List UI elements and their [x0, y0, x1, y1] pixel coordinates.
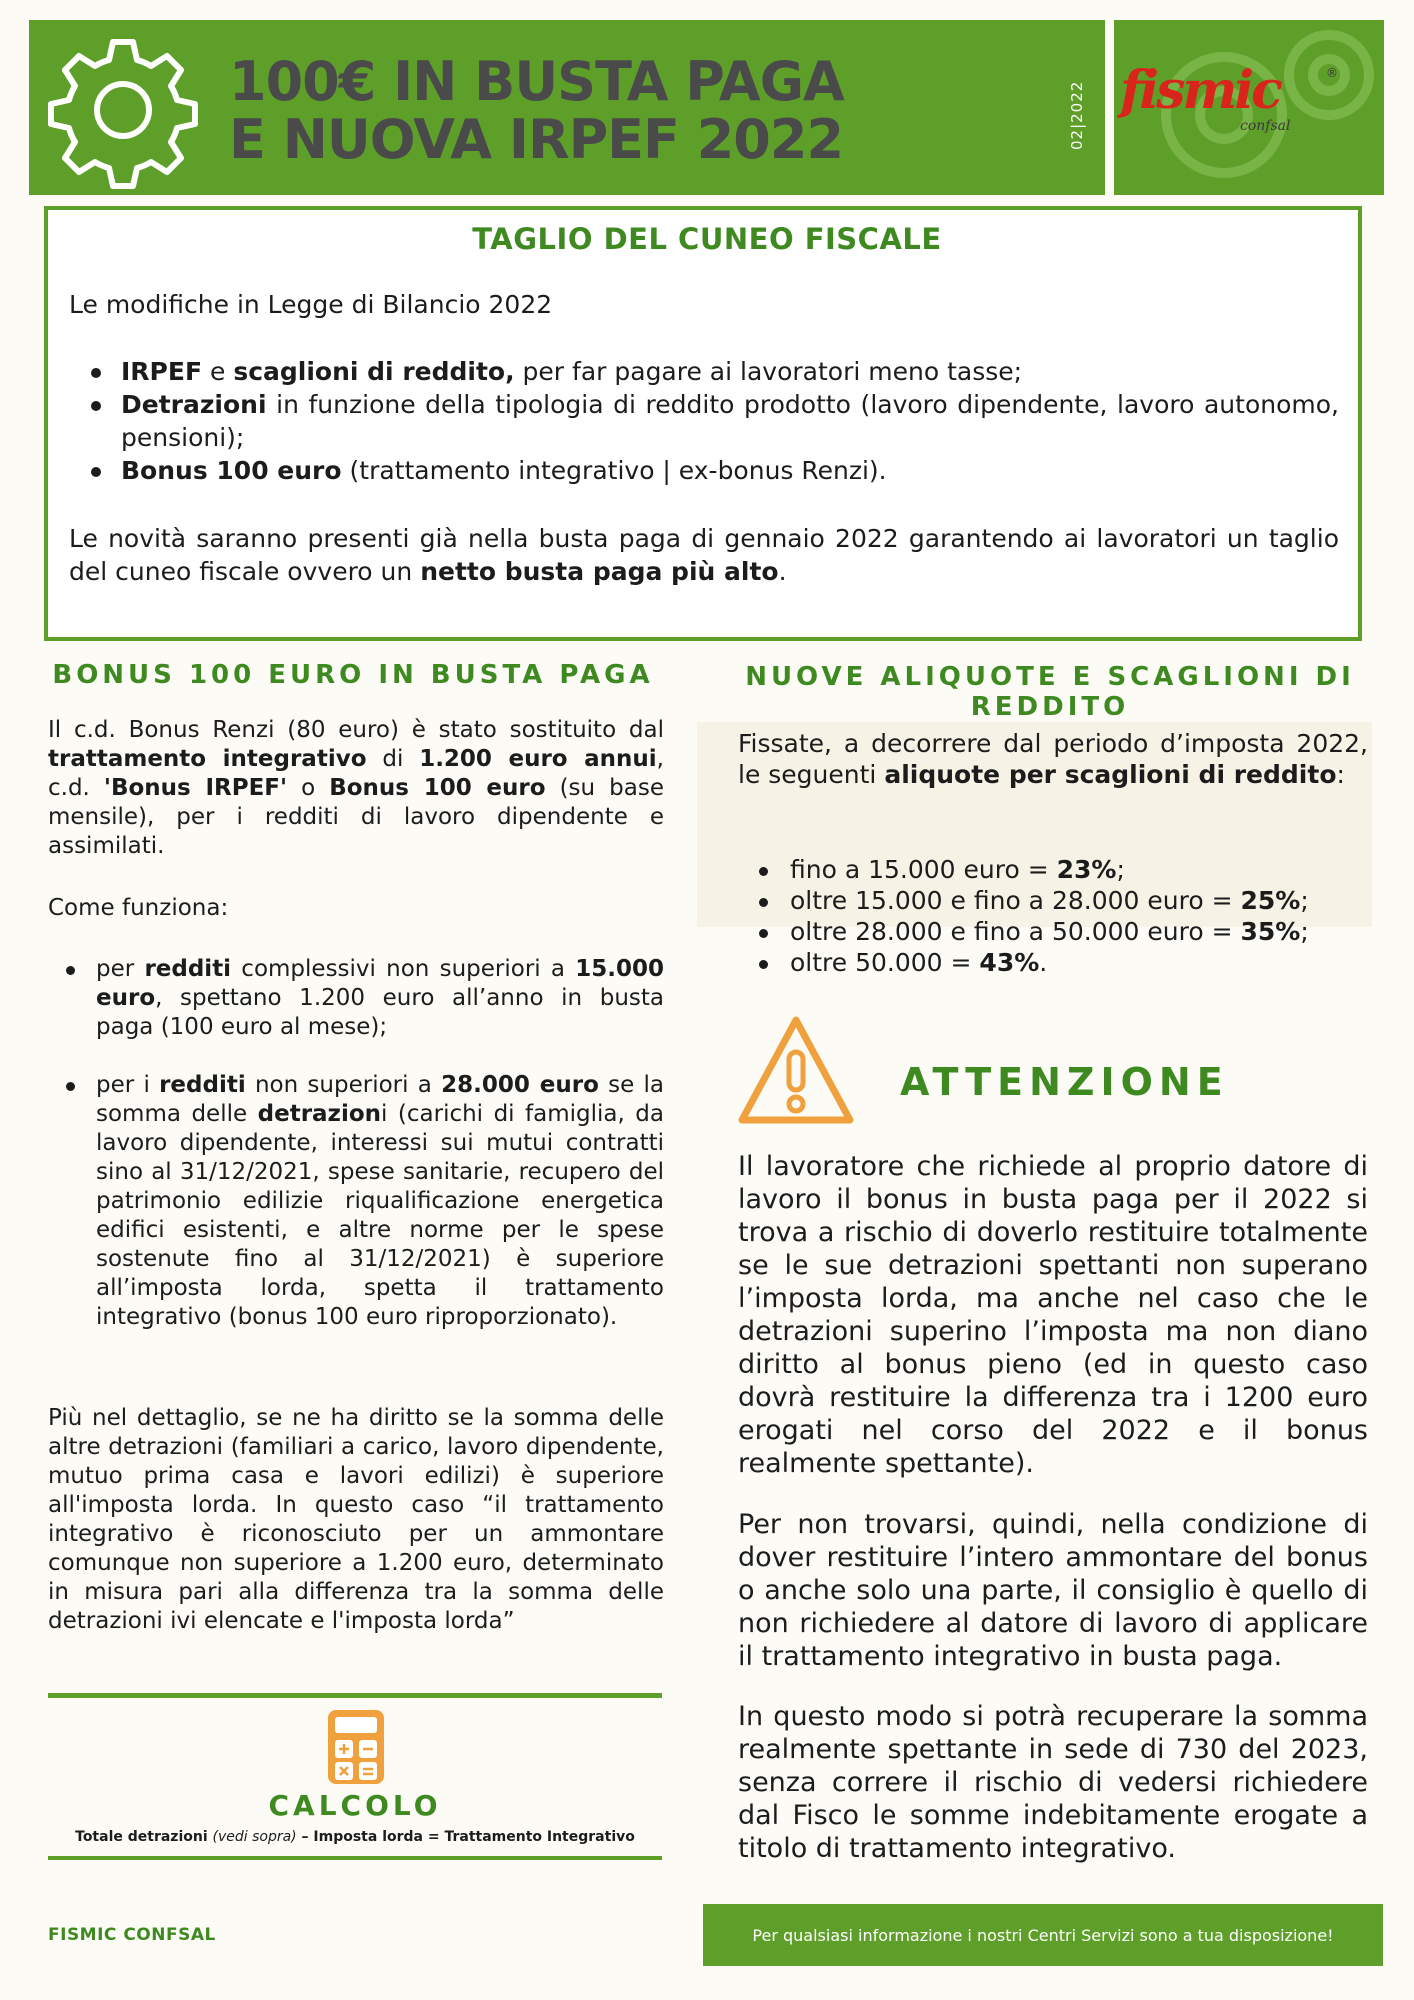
list-item-bold: scaglioni di reddito,: [233, 357, 515, 386]
bracket-rate: 25%: [1240, 886, 1301, 915]
intro-list: [69, 355, 1339, 487]
bracket-rate: 35%: [1240, 917, 1301, 946]
text: i (carichi di famiglia, da lavoro dipendente, interessi sui mutui contratti sino al 31/12/2021, spese sanitarie, recupero del patrimonio edilizie riqualificazione energetica edifici esistenti, e altre norme per le spese sostenute fino al 31/12/2021) è superiore all’imposta lorda, spetta il trattamento integrativo (bonus 100 euro riproporzionato).: [96, 1101, 665, 1330]
text: :: [1336, 760, 1345, 789]
text: , spettano 1.200 euro all’anno in busta paga (100 euro al mese);: [96, 985, 664, 1040]
text: ;: [1300, 917, 1309, 946]
bracket-text: oltre 50.000 =: [790, 948, 980, 977]
list-item: [69, 388, 1339, 454]
gear-icon: [43, 30, 203, 190]
intro-title: TAGLIO DEL CUNEO FISCALE: [472, 222, 942, 256]
text: – Imposta lorda = Trattamento Integrativo: [296, 1829, 635, 1845]
text: Totale detrazioni: [75, 1829, 213, 1845]
intro-outro-end: .: [778, 557, 787, 586]
text: non superiori a: [245, 1072, 442, 1098]
fismic-logo: fismic: [1120, 60, 1280, 121]
bonus-paragraph: [48, 716, 664, 861]
intro-outro: [69, 522, 1339, 588]
how-it-works-label: Come funziona:: [48, 895, 229, 921]
detail-paragraph: Più nel dettaglio, se ne ha diritto se la somma delle altre detrazioni (familiari a carico, lavoro dipendente, mutuo prima casa e lavori edilizi) è superiore all'imposta lorda. In questo caso “il trattamento integrativo è riconosciuto per un ammontare comunque non superiore a 1.200 euro, determinato in misura pari alla differenza tra la somma delle detrazioni ivi elencate e l'imposta lorda”: [48, 1405, 664, 1634]
calc-formula: [48, 1829, 662, 1845]
intro-outro-bold: netto busta paga più alto: [420, 557, 779, 586]
list-item: [738, 885, 1368, 916]
bonus-conditions-list: [48, 955, 664, 1361]
registered-mark: ®: [1326, 66, 1338, 80]
page-title-line2: E NUOVA IRPEF 2022: [229, 108, 844, 171]
text-bold: 1.200 euro annui: [419, 746, 657, 772]
text: .: [1039, 948, 1048, 977]
intro-outro-text: Le novità saranno presenti già nella busta paga di gennaio 2022 garantendo ai lavoratori un taglio del cuneo fiscale ovvero un: [69, 524, 1339, 586]
text: per: [96, 956, 145, 982]
text: Il c.d. Bonus Renzi (80 euro) è stato sostituito dal: [48, 717, 664, 743]
logo-subtitle: confsal: [1240, 118, 1291, 134]
text-bold: trattamento integrativo: [48, 746, 367, 772]
text: complessivi non superiori a: [231, 956, 576, 982]
list-item: [69, 454, 1339, 487]
advice-paragraph: Per non trovarsi, quindi, nella condizione di dover restituire l’intero ammontare del bonus o anche solo una parte, il consiglio è quello di non richiedere al datore di lavoro di applicare il trattamento integrativo in busta paga.: [738, 1509, 1368, 1672]
text: , c.d.: [48, 746, 664, 801]
warning-paragraph: Il lavoratore che richiede al proprio datore di lavoro il bonus in busta paga per il 2022 si trova a rischio di doverlo restituire totalmente se le sue detrazioni spettanti non superano l’imposta lorda, ma anche nel caso che le detrazioni superino l’imposta ma non diano diritto al bonus pieno (ed in questo caso dovrà restituire la differenza tra i 1200 euro erogati nel corso del 2022 e il bonus realmente spettante).: [738, 1151, 1368, 1479]
footer-note: Per qualsiasi informazione i nostri Centri Servizi sono a tua disposizione!: [752, 1925, 1334, 1945]
list-item: [738, 947, 1368, 978]
text-bold: detrazion: [257, 1101, 382, 1127]
text-italic: (vedi sopra): [212, 1829, 297, 1845]
text: Fissate, a decorrere dal periodo d’imposta 2022, le seguenti: [738, 729, 1368, 789]
list-item: [48, 955, 664, 1042]
bracket-text: fino a 15.000 euro =: [790, 855, 1057, 884]
list-item: [738, 916, 1368, 947]
warning-icon: [736, 1012, 856, 1132]
text-bold: aliquote per scaglioni di reddito: [884, 760, 1337, 789]
text: di: [366, 746, 420, 772]
text-bold: 'Bonus IRPEF': [103, 775, 288, 801]
warning-title: ATTENZIONE: [900, 1060, 1229, 1104]
list-item-text: per far pagare ai lavoratori meno tasse;: [514, 357, 1023, 386]
calc-title: CALCOLO: [268, 1789, 442, 1822]
text: per i: [96, 1072, 160, 1098]
intro-lead: Le modifiche in Legge di Bilancio 2022: [69, 290, 553, 319]
issue-date: 02|2022: [1068, 80, 1086, 150]
bracket-text: oltre 28.000 e fino a 50.000 euro =: [790, 917, 1241, 946]
bracket-text: oltre 15.000 e fino a 28.000 euro =: [790, 886, 1241, 915]
recovery-paragraph: In questo modo si potrà recuperare la somma realmente spettante in sede di 730 del 2023, senza correre il rischio di vedersi richiedere dal Fisco le somme indebitamente erogate a titolo di trattamento integrativo.: [738, 1701, 1368, 1864]
text-bold: Bonus 100 euro: [329, 775, 546, 801]
list-item-bold: Detrazioni: [121, 390, 267, 419]
text: o: [287, 775, 330, 801]
divider: [48, 1856, 662, 1860]
list-item-text: e: [202, 357, 234, 386]
list-item-bold: Bonus 100 euro: [121, 456, 342, 485]
bracket-rate: 23%: [1056, 855, 1117, 884]
text: ;: [1300, 886, 1309, 915]
list-item-text: (trattamento integrativo | ex-bonus Renzi).: [341, 456, 887, 485]
divider: [48, 1693, 662, 1698]
rates-paragraph: [738, 728, 1368, 790]
text-bold: 15.000 euro: [96, 956, 664, 1011]
list-item: [738, 854, 1368, 885]
calculator-icon: [326, 1708, 386, 1786]
tax-brackets-list: [738, 854, 1368, 978]
text: ;: [1116, 855, 1125, 884]
text-bold: 28.000 euro: [441, 1072, 599, 1098]
text: se la somma delle: [96, 1072, 664, 1127]
rates-heading: NUOVE ALIQUOTE E SCAGLIONI DI REDDITO: [745, 662, 1355, 722]
list-item-text: in funzione della tipologia di reddito prodotto (lavoro dipendente, lavoro autonomo, pensioni);: [121, 390, 1339, 452]
list-item: [48, 1071, 664, 1332]
text-bold: redditi: [144, 956, 232, 982]
list-item: [69, 355, 1339, 388]
bonus-heading: BONUS 100 EURO IN BUSTA PAGA: [52, 660, 654, 690]
bracket-rate: 43%: [979, 948, 1040, 977]
page-title-line1: 100€ IN BUSTA PAGA: [229, 50, 844, 113]
text-bold: redditi: [159, 1072, 246, 1098]
header-main-panel: [29, 20, 1105, 195]
footer-brand: FISMIC CONFSAL: [48, 1925, 216, 1945]
text: (su base mensile), per i redditi di lavoro dipendente e assimilati.: [48, 775, 664, 859]
list-item-bold: IRPEF: [121, 357, 203, 386]
